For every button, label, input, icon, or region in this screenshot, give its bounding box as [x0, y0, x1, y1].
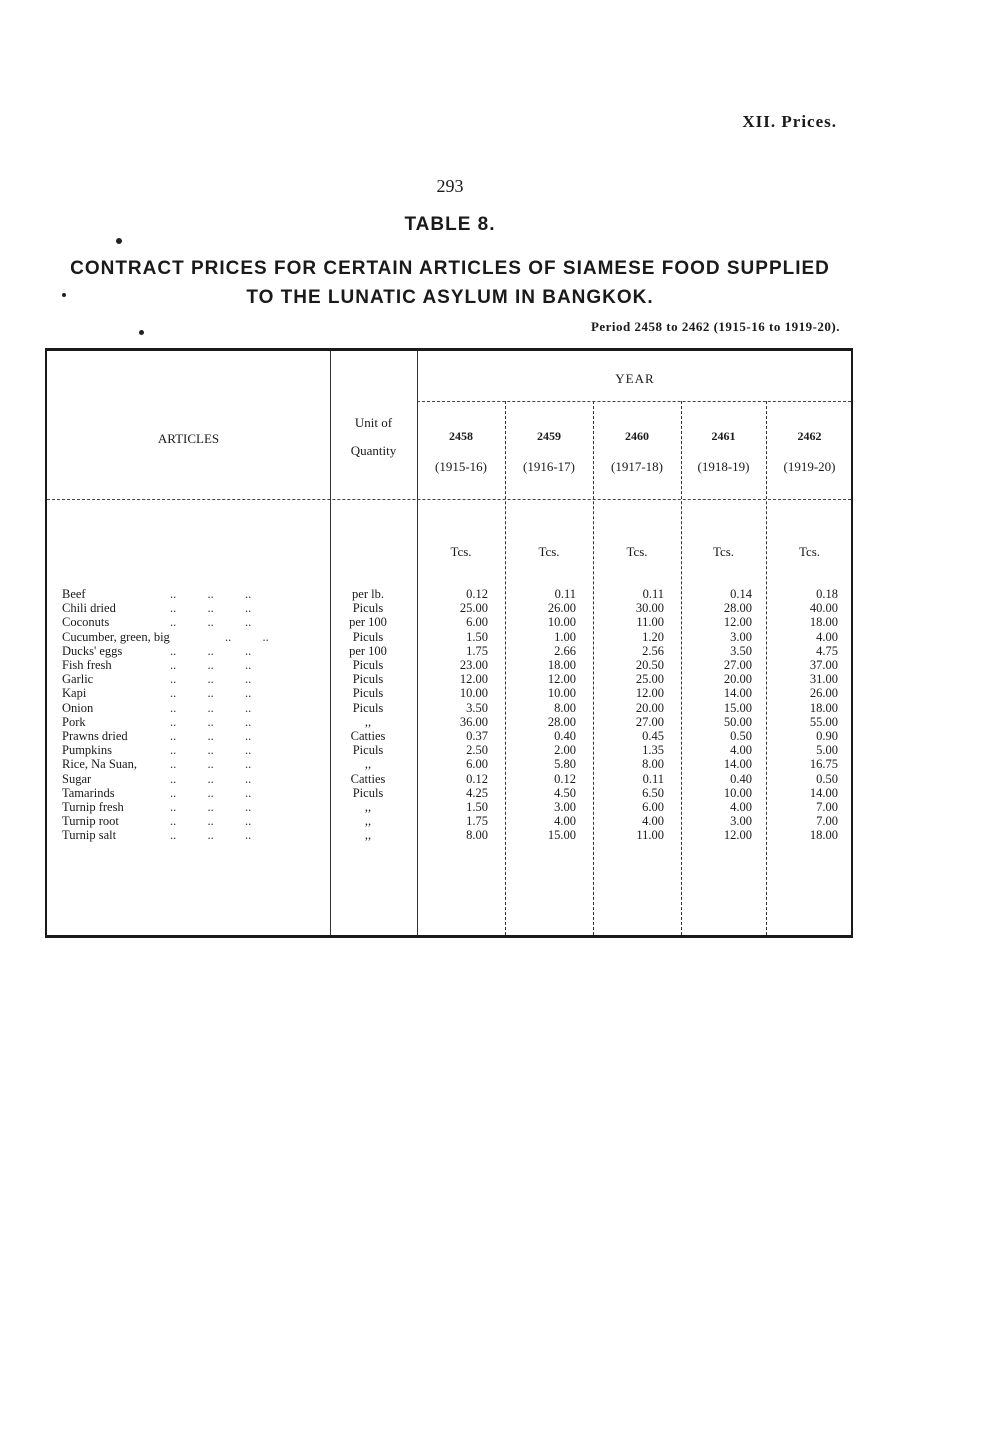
price-cell-2461: 3.00 — [730, 629, 752, 644]
price-cell-2461: 3.00 — [730, 814, 752, 829]
unit-of-quantity: Catties — [350, 729, 386, 743]
year-ce-1917: (1917-18) — [611, 459, 663, 474]
price-cell-2460: 20.00 — [635, 700, 664, 715]
article-name: Pumpkins — [62, 743, 113, 758]
price-cell-2462: 5.00 — [816, 743, 838, 758]
unit-header-line-2: Quantity — [350, 443, 397, 458]
price-cell-2458: 1.75 — [466, 643, 488, 658]
price-cell-2462: 0.90 — [816, 729, 838, 743]
unit-of-quantity: Piculs — [352, 700, 384, 715]
leader-dots: .. .. .. — [170, 743, 252, 758]
leader-dots: .. .. .. — [170, 700, 252, 715]
price-cell-2459: 4.50 — [554, 785, 576, 800]
price-cell-2462: 31.00 — [809, 672, 838, 687]
leader-dots: .. .. .. — [170, 658, 252, 672]
leader-dots: .. .. .. — [170, 814, 252, 829]
price-cell-2458: 0.37 — [466, 729, 488, 743]
article-name: Garlic — [62, 672, 94, 687]
article-name: Coconuts — [62, 615, 110, 630]
article-name: Prawns dried — [62, 729, 128, 743]
price-cell-2461: 3.50 — [730, 643, 752, 658]
currency-label: Tcs. — [538, 544, 560, 559]
ink-spot — [139, 330, 144, 335]
title-line-2: TO THE LUNATIC ASYLUM IN BANGKOK. — [246, 287, 654, 308]
year-be-2460: 2460 — [625, 429, 649, 443]
year-be-2461: 2461 — [711, 429, 736, 443]
price-cell-2462: 18.00 — [809, 615, 838, 630]
article-name: Tamarinds — [62, 785, 115, 800]
unit-of-quantity: Piculs — [352, 743, 384, 758]
price-cell-2462: 0.50 — [816, 771, 838, 786]
price-cell-2462: 4.00 — [816, 629, 838, 644]
table-title — [60, 254, 840, 312]
leader-dots: .. .. .. — [170, 785, 252, 800]
price-cell-2460: 8.00 — [642, 757, 664, 772]
unit-of-quantity: per lb. — [352, 587, 384, 601]
price-cell-2461: 4.00 — [730, 743, 752, 758]
price-cell-2459: 2.00 — [554, 743, 576, 758]
article-name: Rice, Na Suan, — [62, 757, 137, 772]
table-label: TABLE 8. — [404, 214, 496, 235]
price-cell-2458: 36.00 — [459, 714, 488, 729]
price-cell-2458: 25.00 — [459, 601, 488, 616]
leader-dots: .. .. .. — [170, 615, 252, 630]
year-ce-1919: (1919-20) — [783, 459, 836, 474]
price-cell-2461: 4.00 — [730, 800, 752, 814]
leader-dots: .. .. .. — [170, 800, 252, 814]
price-cell-2458: 1.75 — [466, 814, 488, 829]
price-cell-2462: 55.00 — [809, 714, 838, 729]
price-cell-2461: 0.50 — [730, 729, 752, 743]
article-name: Turnip fresh — [62, 800, 124, 814]
unit-of-quantity: Piculs — [352, 672, 384, 687]
price-cell-2460: 0.11 — [642, 587, 664, 601]
price-cell-2459: 12.00 — [547, 672, 576, 687]
price-cell-2461: 15.00 — [723, 700, 752, 715]
price-cell-2462: 7.00 — [816, 814, 838, 829]
price-cell-2460: 30.00 — [635, 601, 664, 616]
price-cell-2458: 1.50 — [466, 629, 488, 644]
article-name: Beef — [62, 587, 86, 601]
year-ce-1918: (1918-19) — [697, 459, 750, 474]
leader-dots: .. .. .. — [170, 757, 252, 772]
price-cell-2459: 10.00 — [547, 615, 576, 630]
price-cell-2462: 40.00 — [809, 601, 838, 616]
period-caption: Period 2458 to 2462 (1915-16 to 1919-20). — [590, 319, 840, 334]
price-cell-2460: 0.45 — [642, 729, 664, 743]
unit-header-line-1: Unit of — [354, 415, 393, 430]
price-cell-2459: 18.00 — [547, 658, 576, 672]
year-ce-1915: (1915-16) — [435, 459, 487, 474]
price-cell-2460: 11.00 — [636, 828, 664, 843]
article-name: Chili dried — [62, 601, 116, 616]
price-cell-2462: 4.75 — [816, 643, 838, 658]
price-cell-2458: 1.50 — [466, 800, 488, 814]
price-cell-2459: 5.80 — [554, 757, 576, 772]
leader-dots: .. .. .. — [170, 686, 252, 701]
leader-dots: .. .. .. — [170, 601, 252, 616]
year-be-2462: 2462 — [797, 429, 822, 443]
price-cell-2459: 8.00 — [554, 700, 576, 715]
leader-dots: .. .. .. — [170, 672, 252, 687]
price-cell-2462: 14.00 — [809, 785, 838, 800]
leader-dots: .. .. — [225, 629, 269, 644]
price-cell-2459: 4.00 — [554, 814, 576, 829]
leader-dots: .. .. .. — [170, 729, 252, 743]
price-cell-2459: 1.00 — [554, 629, 576, 644]
price-cell-2460: 25.00 — [635, 672, 664, 687]
price-cell-2462: 18.00 — [809, 828, 838, 843]
price-cell-2461: 50.00 — [723, 714, 752, 729]
unit-of-quantity: ,, — [364, 814, 372, 829]
price-cell-2458: 0.12 — [466, 587, 488, 601]
article-name: Sugar — [62, 771, 92, 786]
article-name: Cucumber, green, big — [62, 629, 170, 644]
price-cell-2461: 14.00 — [723, 757, 752, 772]
unit-of-quantity: ,, — [364, 757, 372, 772]
header-divider — [47, 499, 851, 500]
price-cell-2459: 28.00 — [547, 714, 576, 729]
price-cell-2460: 1.20 — [642, 629, 664, 644]
article-name: Turnip salt — [62, 828, 117, 843]
leader-dots: .. .. .. — [170, 828, 252, 843]
price-cell-2462: 26.00 — [809, 686, 838, 701]
unit-of-quantity: per 100 — [349, 643, 387, 658]
price-cell-2458: 10.00 — [459, 686, 488, 701]
unit-of-quantity: Piculs — [352, 601, 384, 616]
unit-of-quantity: Piculs — [352, 629, 384, 644]
price-cell-2461: 12.00 — [723, 828, 752, 843]
price-cell-2462: 16.75 — [809, 757, 838, 772]
price-cell-2462: 18.00 — [809, 700, 838, 715]
price-cell-2458: 8.00 — [466, 828, 488, 843]
currency-label: Tcs. — [450, 544, 472, 559]
price-cell-2460: 11.00 — [636, 615, 664, 630]
price-cell-2459: 26.00 — [547, 601, 576, 616]
price-cell-2461: 27.00 — [723, 658, 752, 672]
price-cell-2458: 0.12 — [466, 771, 488, 786]
price-cell-2459: 0.40 — [554, 729, 576, 743]
ink-spot — [62, 293, 66, 297]
unit-header — [330, 409, 417, 465]
article-name: Ducks' eggs — [62, 643, 123, 658]
price-cell-2460: 6.50 — [642, 785, 664, 800]
unit-of-quantity: Piculs — [352, 785, 384, 800]
article-name: Fish fresh — [62, 658, 112, 672]
price-cell-2458: 4.25 — [466, 785, 488, 800]
price-cell-2459: 2.66 — [554, 643, 576, 658]
price-cell-2458: 12.00 — [459, 672, 488, 687]
price-cell-2461: 28.00 — [723, 601, 752, 616]
section-heading: XII. Prices. — [742, 112, 837, 131]
articles-header: ARTICLES — [157, 431, 220, 446]
price-cell-2460: 4.00 — [642, 814, 664, 829]
price-cell-2460: 20.50 — [635, 658, 664, 672]
article-name: Pork — [62, 714, 86, 729]
leader-dots: .. .. .. — [170, 643, 252, 658]
title-line-1: CONTRACT PRICES FOR CERTAIN ARTICLES OF SIAMESE FOOD SUPPLIED — [70, 258, 830, 279]
price-cell-2458: 2.50 — [466, 743, 488, 758]
year-be-2459: 2459 — [537, 429, 561, 443]
price-cell-2461: 20.00 — [723, 672, 752, 687]
price-cell-2459: 3.00 — [554, 800, 576, 814]
article-name: Kapi — [62, 686, 87, 701]
price-cell-2459: 0.11 — [554, 587, 576, 601]
unit-of-quantity: ,, — [364, 828, 372, 843]
price-cell-2460: 12.00 — [635, 686, 664, 701]
year-ce-1916: (1916-17) — [523, 459, 575, 474]
currency-label: Tcs. — [798, 544, 821, 559]
price-cell-2462: 0.18 — [816, 587, 838, 601]
ink-spot — [116, 238, 122, 244]
unit-of-quantity: ,, — [364, 714, 372, 729]
price-cell-2460: 1.35 — [642, 743, 664, 758]
price-cell-2460: 6.00 — [642, 800, 664, 814]
price-cell-2459: 15.00 — [547, 828, 576, 843]
leader-dots: .. .. .. — [170, 587, 252, 601]
page-number: 293 — [436, 176, 464, 196]
price-cell-2461: 10.00 — [723, 785, 752, 800]
currency-label: Tcs. — [712, 544, 735, 559]
leader-dots: .. .. .. — [170, 714, 252, 729]
price-cell-2461: 12.00 — [723, 615, 752, 630]
unit-of-quantity: ,, — [364, 800, 372, 814]
price-cell-2460: 2.56 — [642, 643, 664, 658]
unit-of-quantity: Catties — [350, 771, 386, 786]
unit-of-quantity: Piculs — [352, 686, 384, 701]
column-rule — [766, 401, 767, 935]
leader-dots: .. .. .. — [170, 771, 252, 786]
article-name: Onion — [62, 700, 94, 715]
unit-of-quantity: per 100 — [349, 615, 387, 630]
unit-of-quantity: Piculs — [352, 658, 384, 672]
price-cell-2462: 7.00 — [816, 800, 838, 814]
price-cell-2459: 0.12 — [554, 771, 576, 786]
price-cell-2460: 0.11 — [642, 771, 664, 786]
price-cell-2461: 0.40 — [730, 771, 752, 786]
price-cell-2458: 6.00 — [466, 757, 488, 772]
price-cell-2461: 14.00 — [723, 686, 752, 701]
price-cell-2458: 6.00 — [466, 615, 488, 630]
currency-label: Tcs. — [626, 544, 648, 559]
price-cell-2462: 37.00 — [809, 658, 838, 672]
price-cell-2458: 23.00 — [459, 658, 488, 672]
price-cell-2459: 10.00 — [547, 686, 576, 701]
price-cell-2460: 27.00 — [635, 714, 664, 729]
year-header: YEAR — [615, 371, 655, 386]
year-underline — [417, 401, 851, 402]
year-be-2458: 2458 — [449, 429, 473, 443]
price-cell-2461: 0.14 — [730, 587, 752, 601]
price-cell-2458: 3.50 — [466, 700, 488, 715]
article-name: Turnip root — [62, 814, 119, 829]
